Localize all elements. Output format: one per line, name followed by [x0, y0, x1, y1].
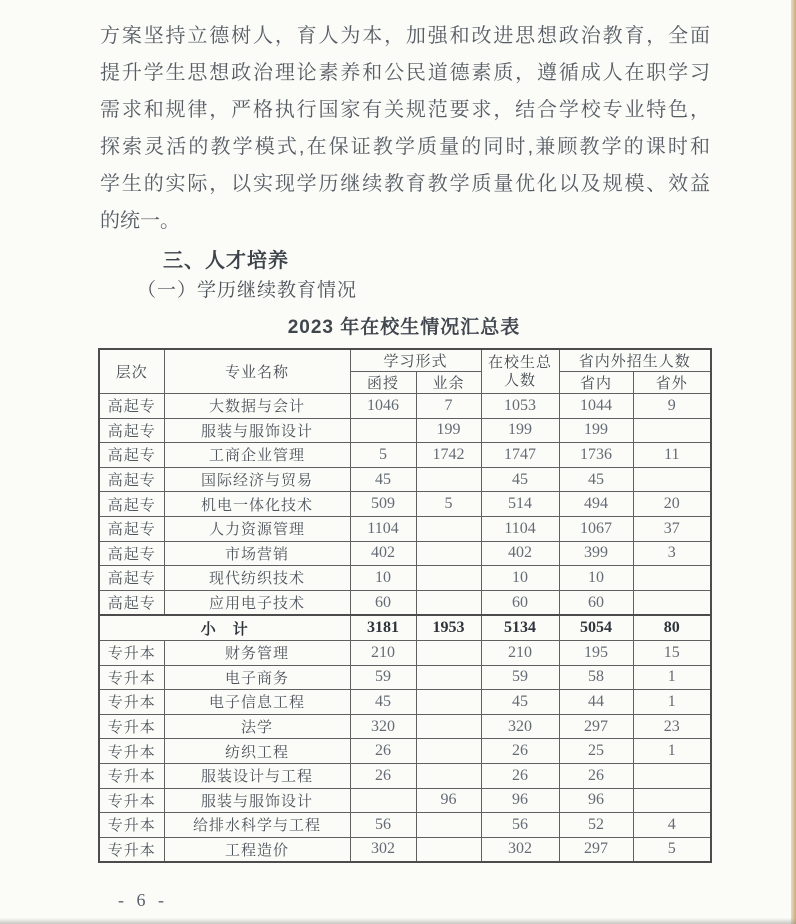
- table-cell: 60: [559, 590, 633, 615]
- table-row: [99, 690, 711, 715]
- table-cell: 80: [633, 615, 711, 640]
- table-header-row: [99, 349, 711, 372]
- table-cell: 20: [633, 492, 711, 517]
- table-cell: [633, 788, 711, 813]
- table-cell: 工程造价: [164, 837, 350, 862]
- table-cell: 专升本: [99, 813, 164, 838]
- table-cell: 人力资源管理: [164, 516, 350, 541]
- table-cell: 现代纺织技术: [164, 566, 350, 591]
- column-header-level: 层次: [99, 349, 164, 394]
- table-cell: 机电一体化技术: [164, 492, 350, 517]
- table-cell: 专升本: [99, 665, 164, 690]
- table-cell: 给排水科学与工程: [164, 813, 350, 838]
- table-cell: 15: [633, 640, 711, 665]
- table-cell: [416, 665, 481, 690]
- table-cell: 96: [559, 788, 633, 813]
- table-cell: 199: [416, 418, 481, 443]
- table-cell: 96: [416, 788, 481, 813]
- table-cell: 302: [481, 837, 559, 862]
- table-cell: 11: [633, 443, 711, 468]
- table-cell: 1104: [481, 516, 559, 541]
- table-cell: 市场营销: [164, 541, 350, 566]
- scan-edge-shadow: [0, 918, 796, 924]
- table-cell: 1736: [559, 443, 633, 468]
- table-cell: 高起专: [99, 394, 164, 419]
- paragraph-line: 提升学生思想政治理论素养和公民道德素质，遵循成人在职学习: [100, 62, 710, 84]
- table-cell: 5054: [559, 615, 633, 640]
- table-cell: 52: [559, 813, 633, 838]
- table-cell: 高起专: [99, 443, 164, 468]
- table-cell: 高起专: [99, 516, 164, 541]
- column-header-inside: 省内: [559, 372, 633, 394]
- table-cell: [416, 541, 481, 566]
- table-row: [99, 788, 711, 813]
- table-cell: 26: [481, 739, 559, 764]
- table-cell: 25: [559, 739, 633, 764]
- table-cell: 195: [559, 640, 633, 665]
- table-row: [99, 714, 711, 739]
- table-row: [99, 394, 711, 419]
- column-header-total-line1: 在校生总: [488, 353, 553, 371]
- table-cell: 297: [559, 714, 633, 739]
- table-cell: [416, 690, 481, 715]
- table-cell: [416, 516, 481, 541]
- table-cell: [416, 467, 481, 492]
- table-cell: 财务管理: [164, 640, 350, 665]
- table-row: [99, 541, 711, 566]
- table-title: 2023 年在校生情况汇总表: [287, 317, 521, 338]
- table-cell: [633, 566, 711, 591]
- table-row: [99, 739, 711, 764]
- table-cell: 56: [481, 813, 559, 838]
- table-cell: 5: [350, 443, 416, 468]
- table-cell: 法学: [164, 714, 350, 739]
- column-header-total-line2: 人数: [504, 371, 537, 389]
- table-cell: 小 计: [99, 615, 350, 640]
- table-cell: 纺织工程: [164, 739, 350, 764]
- table-cell: 60: [350, 590, 416, 615]
- table-cell: [416, 837, 481, 862]
- table-cell: 1046: [350, 394, 416, 419]
- table-cell: 10: [559, 566, 633, 591]
- paragraph-line: 探索灵活的教学模式,在保证教学质量的同时,兼顾教学的课时和: [100, 136, 710, 158]
- table-cell: 56: [350, 813, 416, 838]
- table-cell: 509: [350, 492, 416, 517]
- table-cell: [633, 590, 711, 615]
- table-cell: 专升本: [99, 788, 164, 813]
- table-cell: 5134: [481, 615, 559, 640]
- table-row: [99, 492, 711, 517]
- table-cell: 高起专: [99, 566, 164, 591]
- table-cell: 402: [350, 541, 416, 566]
- table-cell: 26: [559, 763, 633, 788]
- table-cell: 1044: [559, 394, 633, 419]
- table-cell: 1: [633, 665, 711, 690]
- table-cell: 专升本: [99, 640, 164, 665]
- table-cell: [416, 714, 481, 739]
- table-cell: 9: [633, 394, 711, 419]
- column-header-major: 专业名称: [164, 349, 350, 394]
- table-cell: 59: [350, 665, 416, 690]
- table-cell: 专升本: [99, 739, 164, 764]
- table-cell: 服装设计与工程: [164, 763, 350, 788]
- table-row: [99, 763, 711, 788]
- table-cell: 1742: [416, 443, 481, 468]
- table-cell: 45: [350, 467, 416, 492]
- column-header-outside: 省外: [633, 372, 711, 394]
- table-cell: 320: [481, 714, 559, 739]
- table-cell: 1104: [350, 516, 416, 541]
- table-header: [99, 349, 711, 394]
- table-row: [99, 665, 711, 690]
- scan-edge-right: [791, 0, 796, 924]
- table-cell: 26: [350, 739, 416, 764]
- table-cell: 1: [633, 739, 711, 764]
- table-row: [99, 590, 711, 615]
- paragraph-line: 学生的实际，以实现学历继续教育教学质量优化以及规模、效益: [100, 173, 710, 195]
- table-cell: 1067: [559, 516, 633, 541]
- table-cell: 专升本: [99, 837, 164, 862]
- table-cell: 高起专: [99, 541, 164, 566]
- table-cell: [416, 590, 481, 615]
- table-cell: 国际经济与贸易: [164, 467, 350, 492]
- table-cell: [633, 418, 711, 443]
- paragraph-line: 的统一。: [100, 210, 180, 232]
- page-number: - 6 -: [118, 890, 168, 910]
- table-row: [99, 813, 711, 838]
- table-cell: 23: [633, 714, 711, 739]
- table-cell: 45: [481, 690, 559, 715]
- table-row: [99, 837, 711, 862]
- subsection-heading: （一）学历继续教育情况: [137, 280, 358, 301]
- table-row: [99, 467, 711, 492]
- table-cell: [416, 813, 481, 838]
- enrollment-summary-table: [98, 348, 712, 863]
- table-cell: 应用电子技术: [164, 590, 350, 615]
- table-cell: 1: [633, 690, 711, 715]
- table-cell: 58: [559, 665, 633, 690]
- paragraph-line: 需求和规律，严格执行国家有关规范要求，结合学校专业特色，: [100, 99, 710, 121]
- table-cell: 3181: [350, 615, 416, 640]
- table-cell: 514: [481, 492, 559, 517]
- table-cell: 高起专: [99, 418, 164, 443]
- table-cell: 210: [350, 640, 416, 665]
- table-cell: 7: [416, 394, 481, 419]
- table-cell: [633, 763, 711, 788]
- table-cell: 工商企业管理: [164, 443, 350, 468]
- table-cell: 199: [481, 418, 559, 443]
- table-cell: 4: [633, 813, 711, 838]
- table-cell: 10: [350, 566, 416, 591]
- table-cell: 高起专: [99, 467, 164, 492]
- table-cell: 45: [481, 467, 559, 492]
- table-row: [99, 640, 711, 665]
- table-cell: 服装与服饰设计: [164, 788, 350, 813]
- table-cell: 26: [350, 763, 416, 788]
- table-row: [99, 516, 711, 541]
- column-header-hanshou: 函授: [350, 372, 416, 394]
- paragraph-line: 方案坚持立德树人，育人为本，加强和改进思想政治教育，全面: [100, 25, 710, 47]
- table-cell: 电子商务: [164, 665, 350, 690]
- table-cell: 3: [633, 541, 711, 566]
- table-cell: 297: [559, 837, 633, 862]
- table-cell: [633, 467, 711, 492]
- column-header-province-group: 省内外招生人数: [559, 349, 711, 372]
- subtotal-row: [99, 615, 711, 640]
- table-cell: 59: [481, 665, 559, 690]
- table-cell: 专升本: [99, 714, 164, 739]
- table-cell: 服装与服饰设计: [164, 418, 350, 443]
- table-cell: 高起专: [99, 590, 164, 615]
- column-header-total: [481, 349, 559, 394]
- table-cell: 高起专: [99, 492, 164, 517]
- table-cell: 专升本: [99, 763, 164, 788]
- table-cell: 5: [416, 492, 481, 517]
- section-heading: 三、人才培养: [163, 250, 289, 272]
- table-cell: 26: [481, 763, 559, 788]
- table-cell: 37: [633, 516, 711, 541]
- table-cell: 1053: [481, 394, 559, 419]
- table-cell: [416, 566, 481, 591]
- table-cell: 302: [350, 837, 416, 862]
- table-cell: 10: [481, 566, 559, 591]
- table-body: [99, 394, 711, 863]
- table-cell: [416, 640, 481, 665]
- table-cell: 专升本: [99, 690, 164, 715]
- table-row: [99, 418, 711, 443]
- table-row: [99, 566, 711, 591]
- table-row: [99, 443, 711, 468]
- table-cell: 电子信息工程: [164, 690, 350, 715]
- table-cell: 5: [633, 837, 711, 862]
- column-header-study-form: 学习形式: [350, 349, 481, 372]
- table-cell: [416, 763, 481, 788]
- table-cell: 44: [559, 690, 633, 715]
- table-cell: 96: [481, 788, 559, 813]
- table-cell: [350, 788, 416, 813]
- table-cell: 320: [350, 714, 416, 739]
- table-cell: 199: [559, 418, 633, 443]
- body-paragraph: [100, 18, 710, 240]
- table-cell: 45: [559, 467, 633, 492]
- table-cell: [416, 739, 481, 764]
- table-cell: 1747: [481, 443, 559, 468]
- table-cell: [350, 418, 416, 443]
- table-cell: 大数据与会计: [164, 394, 350, 419]
- table-cell: 1953: [416, 615, 481, 640]
- table-cell: 60: [481, 590, 559, 615]
- table-cell: 402: [481, 541, 559, 566]
- table-cell: 210: [481, 640, 559, 665]
- table-cell: 494: [559, 492, 633, 517]
- table-cell: 399: [559, 541, 633, 566]
- column-header-yeyu: 业余: [416, 372, 481, 394]
- table-cell: 45: [350, 690, 416, 715]
